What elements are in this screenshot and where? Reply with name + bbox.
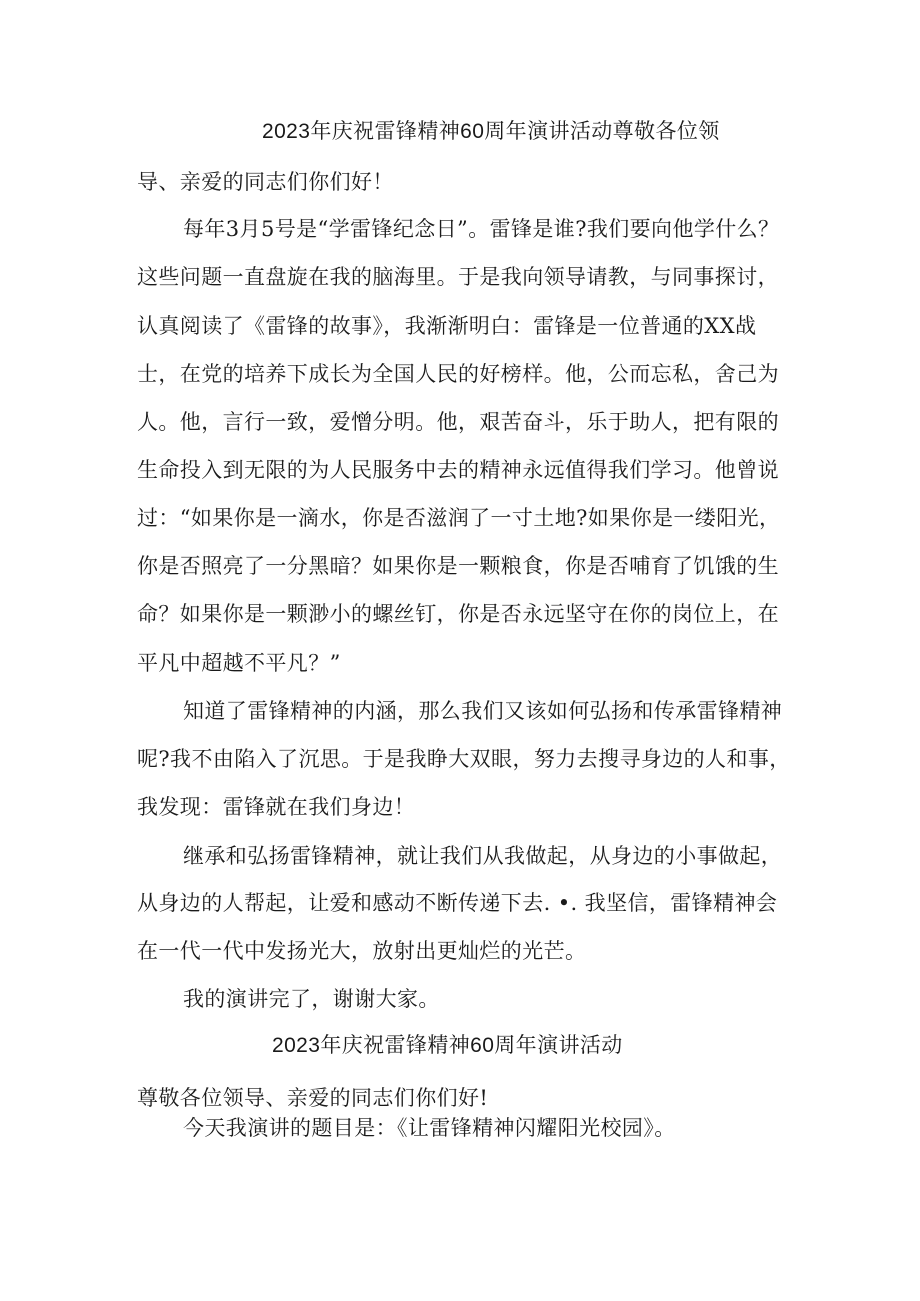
paragraph1-line: 命？如果你是一颗渺小的螺丝钉，你是否永远坚守在你的岗位上，在: [137, 602, 779, 626]
paragraph1-line: 你是否照亮了一分黑暗？如果你是一颗粮食，你是否哺育了饥饿的生: [137, 554, 779, 578]
paragraph1-line: 士，在党的培养下成长为全国人民的好榜样。他，公而忘私，舍己为: [137, 362, 779, 386]
paragraph2-line: 呢?我不由陷入了沉思。于是我睁大双眼，努力去搜寻身边的人和事，: [137, 747, 791, 771]
section2-intro: 今天我演讲的题目是：《让雷锋精神闪耀阳光校园》。: [183, 1116, 676, 1140]
closing-line: 我的演讲完了，谢谢大家。: [183, 987, 440, 1011]
paragraph1-line: 平凡中超越不平凡？”: [137, 651, 341, 675]
section2-title: 2023年庆祝雷锋精神60周年演讲活动: [272, 1034, 623, 1057]
paragraph1-line: 过：“如果你是一滴水，你是否滋润了一寸土地?如果你是一缕阳光，: [137, 506, 781, 530]
paragraph3-line: 继承和弘扬雷锋精神，就让我们从我做起，从身边的小事做起，: [183, 844, 783, 868]
paragraph1-line: 人。他，言行一致，爱憎分明。他，艰苦奋斗，乐于助人，把有限的: [137, 410, 779, 434]
paragraph2-line: 我发现：雷锋就在我们身边！: [137, 795, 416, 819]
section1-greeting: 导、亲爱的同志们你们好！: [137, 170, 394, 194]
paragraph1-line: 生命投入到无限的为人民服务中去的精神永远值得我们学习。他曾说: [137, 458, 779, 482]
paragraph2-line: 知道了雷锋精神的内涵，那么我们又该如何弘扬和传承雷锋精神: [183, 699, 783, 723]
paragraph3-line: 在一代一代中发扬光大，放射出更灿烂的光芒。: [137, 939, 587, 963]
paragraph1-line: 每年3月5号是“学雷锋纪念日”。雷锋是谁?我们要向他学什么？: [183, 217, 780, 241]
section1-title: 2023年庆祝雷锋精神60周年演讲活动尊敬各位领: [262, 120, 720, 143]
paragraph1-line: 这些问题一直盘旋在我的脑海里。于是我向领导请教，与同事探讨，: [137, 265, 779, 289]
section2-greeting: 尊敬各位领导、亲爱的同志们你们好!: [137, 1086, 489, 1110]
paragraph1-line: 认真阅读了《雷锋的故事》，我渐渐明白：雷锋是一位普通的XX战: [137, 314, 757, 338]
paragraph3-line: 从身边的人帮起，让爱和感动不断传递下去. •. 我坚信，雷锋精神会: [137, 891, 778, 915]
